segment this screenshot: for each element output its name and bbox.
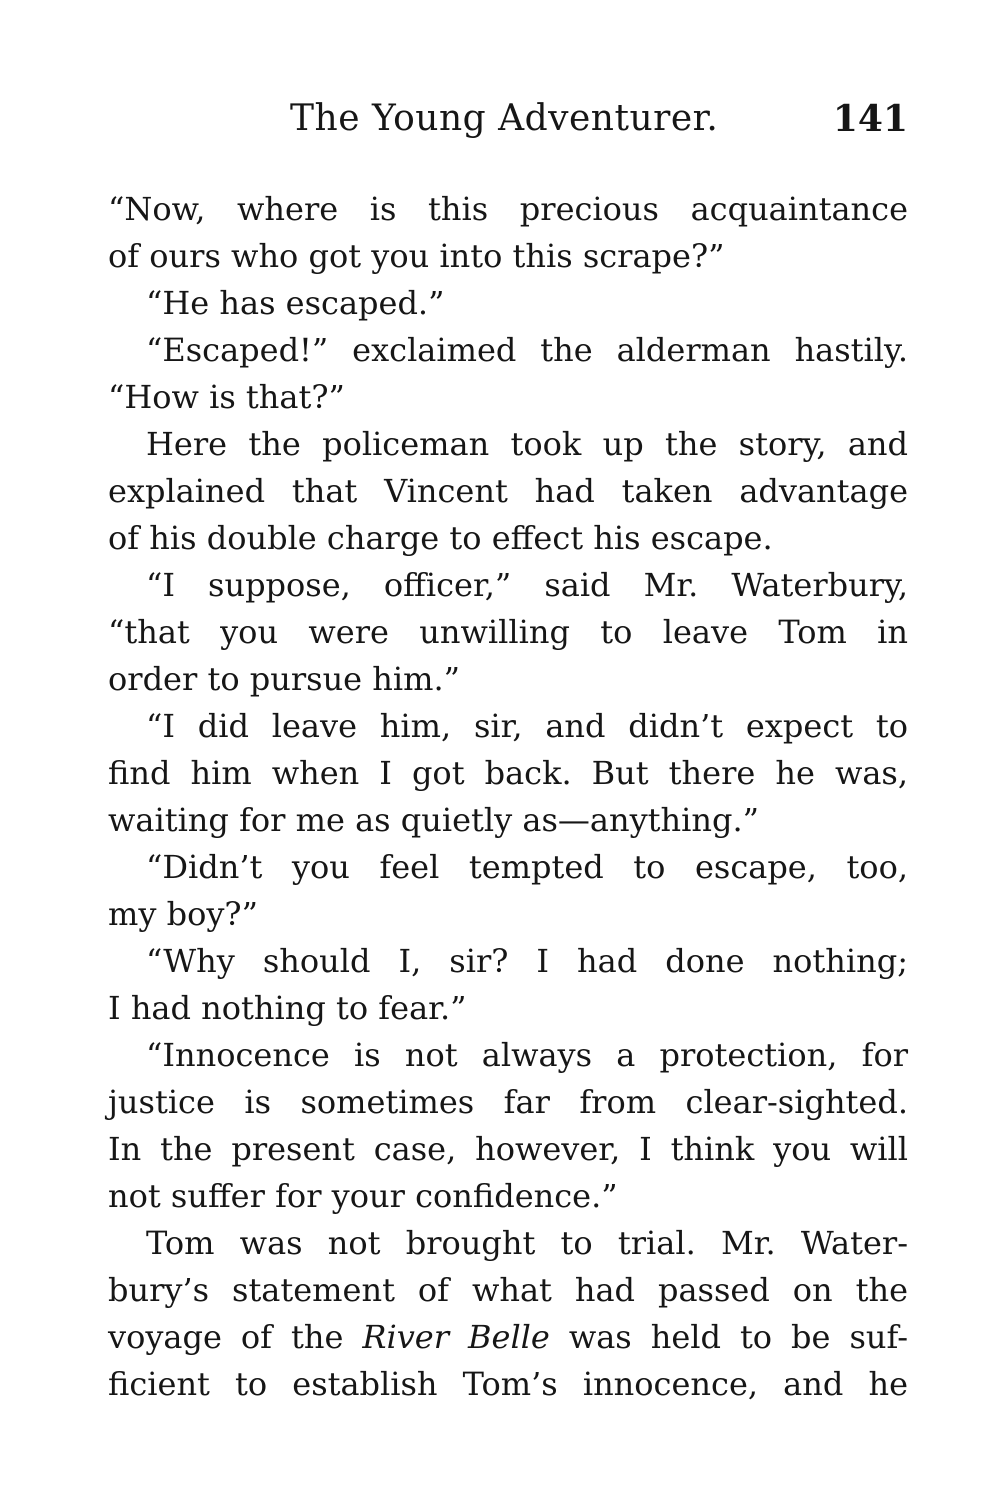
text-line: bury’s statement of what had passed on the [108,1271,908,1309]
page-number: 141 [832,98,908,140]
body-text [108,186,908,1408]
text-line: Here the policeman took up the story, and [146,425,908,463]
text-line: “He has escaped.” [146,284,445,322]
text-line: “How is that?” [108,378,345,416]
running-head [108,98,908,150]
text-line: “Now, where is this precious acquaintance [108,190,908,228]
text-line: my boy?” [108,895,258,933]
text-line: “that you were unwilling to leave Tom in [108,613,908,651]
text-line: of his double charge to effect his escape. [108,519,773,557]
text-line: “Didn’t you feel tempted to escape, too, [146,848,908,886]
text-line: explained that Vincent had taken advantage [108,472,908,510]
text-line [108,1314,908,1361]
text-segment: was held to be suf- [549,1318,909,1356]
text-line: “Escaped!” exclaimed the alderman hastily. [146,331,908,369]
text-line: justice is sometimes far from clear-sighted. [108,1083,908,1121]
ship-name: River Belle [362,1318,550,1356]
text-line: “Innocence is not always a protection, for [146,1036,908,1074]
text-line: order to pursue him.” [108,660,460,698]
text-line: Tom was not brought to trial. Mr. Water- [146,1224,908,1262]
running-title: The Young Adventurer. [290,98,719,139]
text-line: In the present case, however, I think you will [108,1130,908,1168]
text-line: “I did leave him, sir, and didn’t expect to [146,707,908,745]
text-line: I had nothing to fear.” [108,989,467,1027]
text-line: of ours who got you into this scrape?” [108,237,725,275]
text-line: waiting for me as quietly as—anything.” [108,801,759,839]
text-segment: voyage of the [108,1318,363,1356]
text-line: ficient to establish Tom’s innocence, and he [108,1365,908,1403]
text-line: “Why should I, sir? I had done nothing; [146,942,908,980]
text-line: find him when I got back. But there he was, [108,754,908,792]
text-line: “I suppose, officer,” said Mr. Waterbury, [146,566,908,604]
text-line: not suffer for your confidence.” [108,1177,618,1215]
